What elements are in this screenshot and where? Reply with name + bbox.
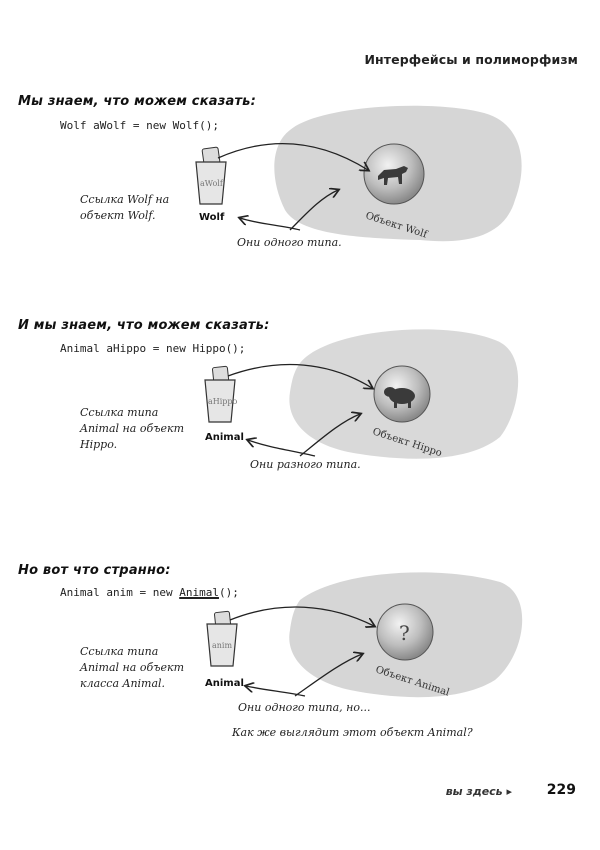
- reference-note-wolf: Ссылка Wolf на объект Wolf.: [80, 193, 170, 222]
- you-are-here-nav: вы здесь ▸: [445, 785, 512, 798]
- variable-type-label: Animal: [205, 678, 244, 689]
- question-mark-icon: ?: [399, 621, 410, 645]
- reference-cup: [196, 147, 226, 204]
- question-note: Как же выглядит этот объект Animal?: [232, 726, 473, 739]
- variable-type-label: Wolf: [199, 212, 225, 223]
- code-line-wolf: Wolf aWolf = new Wolf();: [60, 119, 219, 132]
- cup-text: aWolf: [200, 179, 223, 188]
- running-head: Интерфейсы и полиморфизм: [364, 52, 578, 67]
- type-note-animal: Они одного типа, но...: [238, 701, 371, 714]
- section-heading-wolf: Мы знаем, что можем сказать:: [18, 94, 256, 109]
- code-line-animal: Animal anim = new Animal();: [60, 586, 239, 599]
- cup-text: aHippo: [208, 397, 238, 406]
- code-line-hippo: Animal aHippo = new Hippo();: [60, 342, 246, 355]
- page-number: 229: [546, 782, 576, 798]
- object-label-hippo: Объект Hippo: [371, 426, 444, 460]
- section-heading-animal: Но вот что странно:: [18, 563, 171, 578]
- type-note-wolf: Они одного типа.: [237, 236, 342, 249]
- cup-text: anim: [212, 641, 233, 650]
- wolf-diagram: [0, 100, 600, 250]
- section-heading-hippo: И мы знаем, что можем сказать:: [18, 318, 270, 333]
- reference-note-hippo: Ссылка типа Animal на объект Hippo.: [80, 406, 185, 451]
- object-label-animal: Объект Animal: [374, 664, 451, 699]
- type-note-hippo: Они разного типа.: [250, 458, 361, 471]
- object-label-wolf: Объект Wolf: [364, 210, 429, 241]
- reference-note-animal: Ссылка типа Animal на объект класса Animal.: [80, 645, 185, 690]
- variable-type-label: Animal: [205, 432, 244, 443]
